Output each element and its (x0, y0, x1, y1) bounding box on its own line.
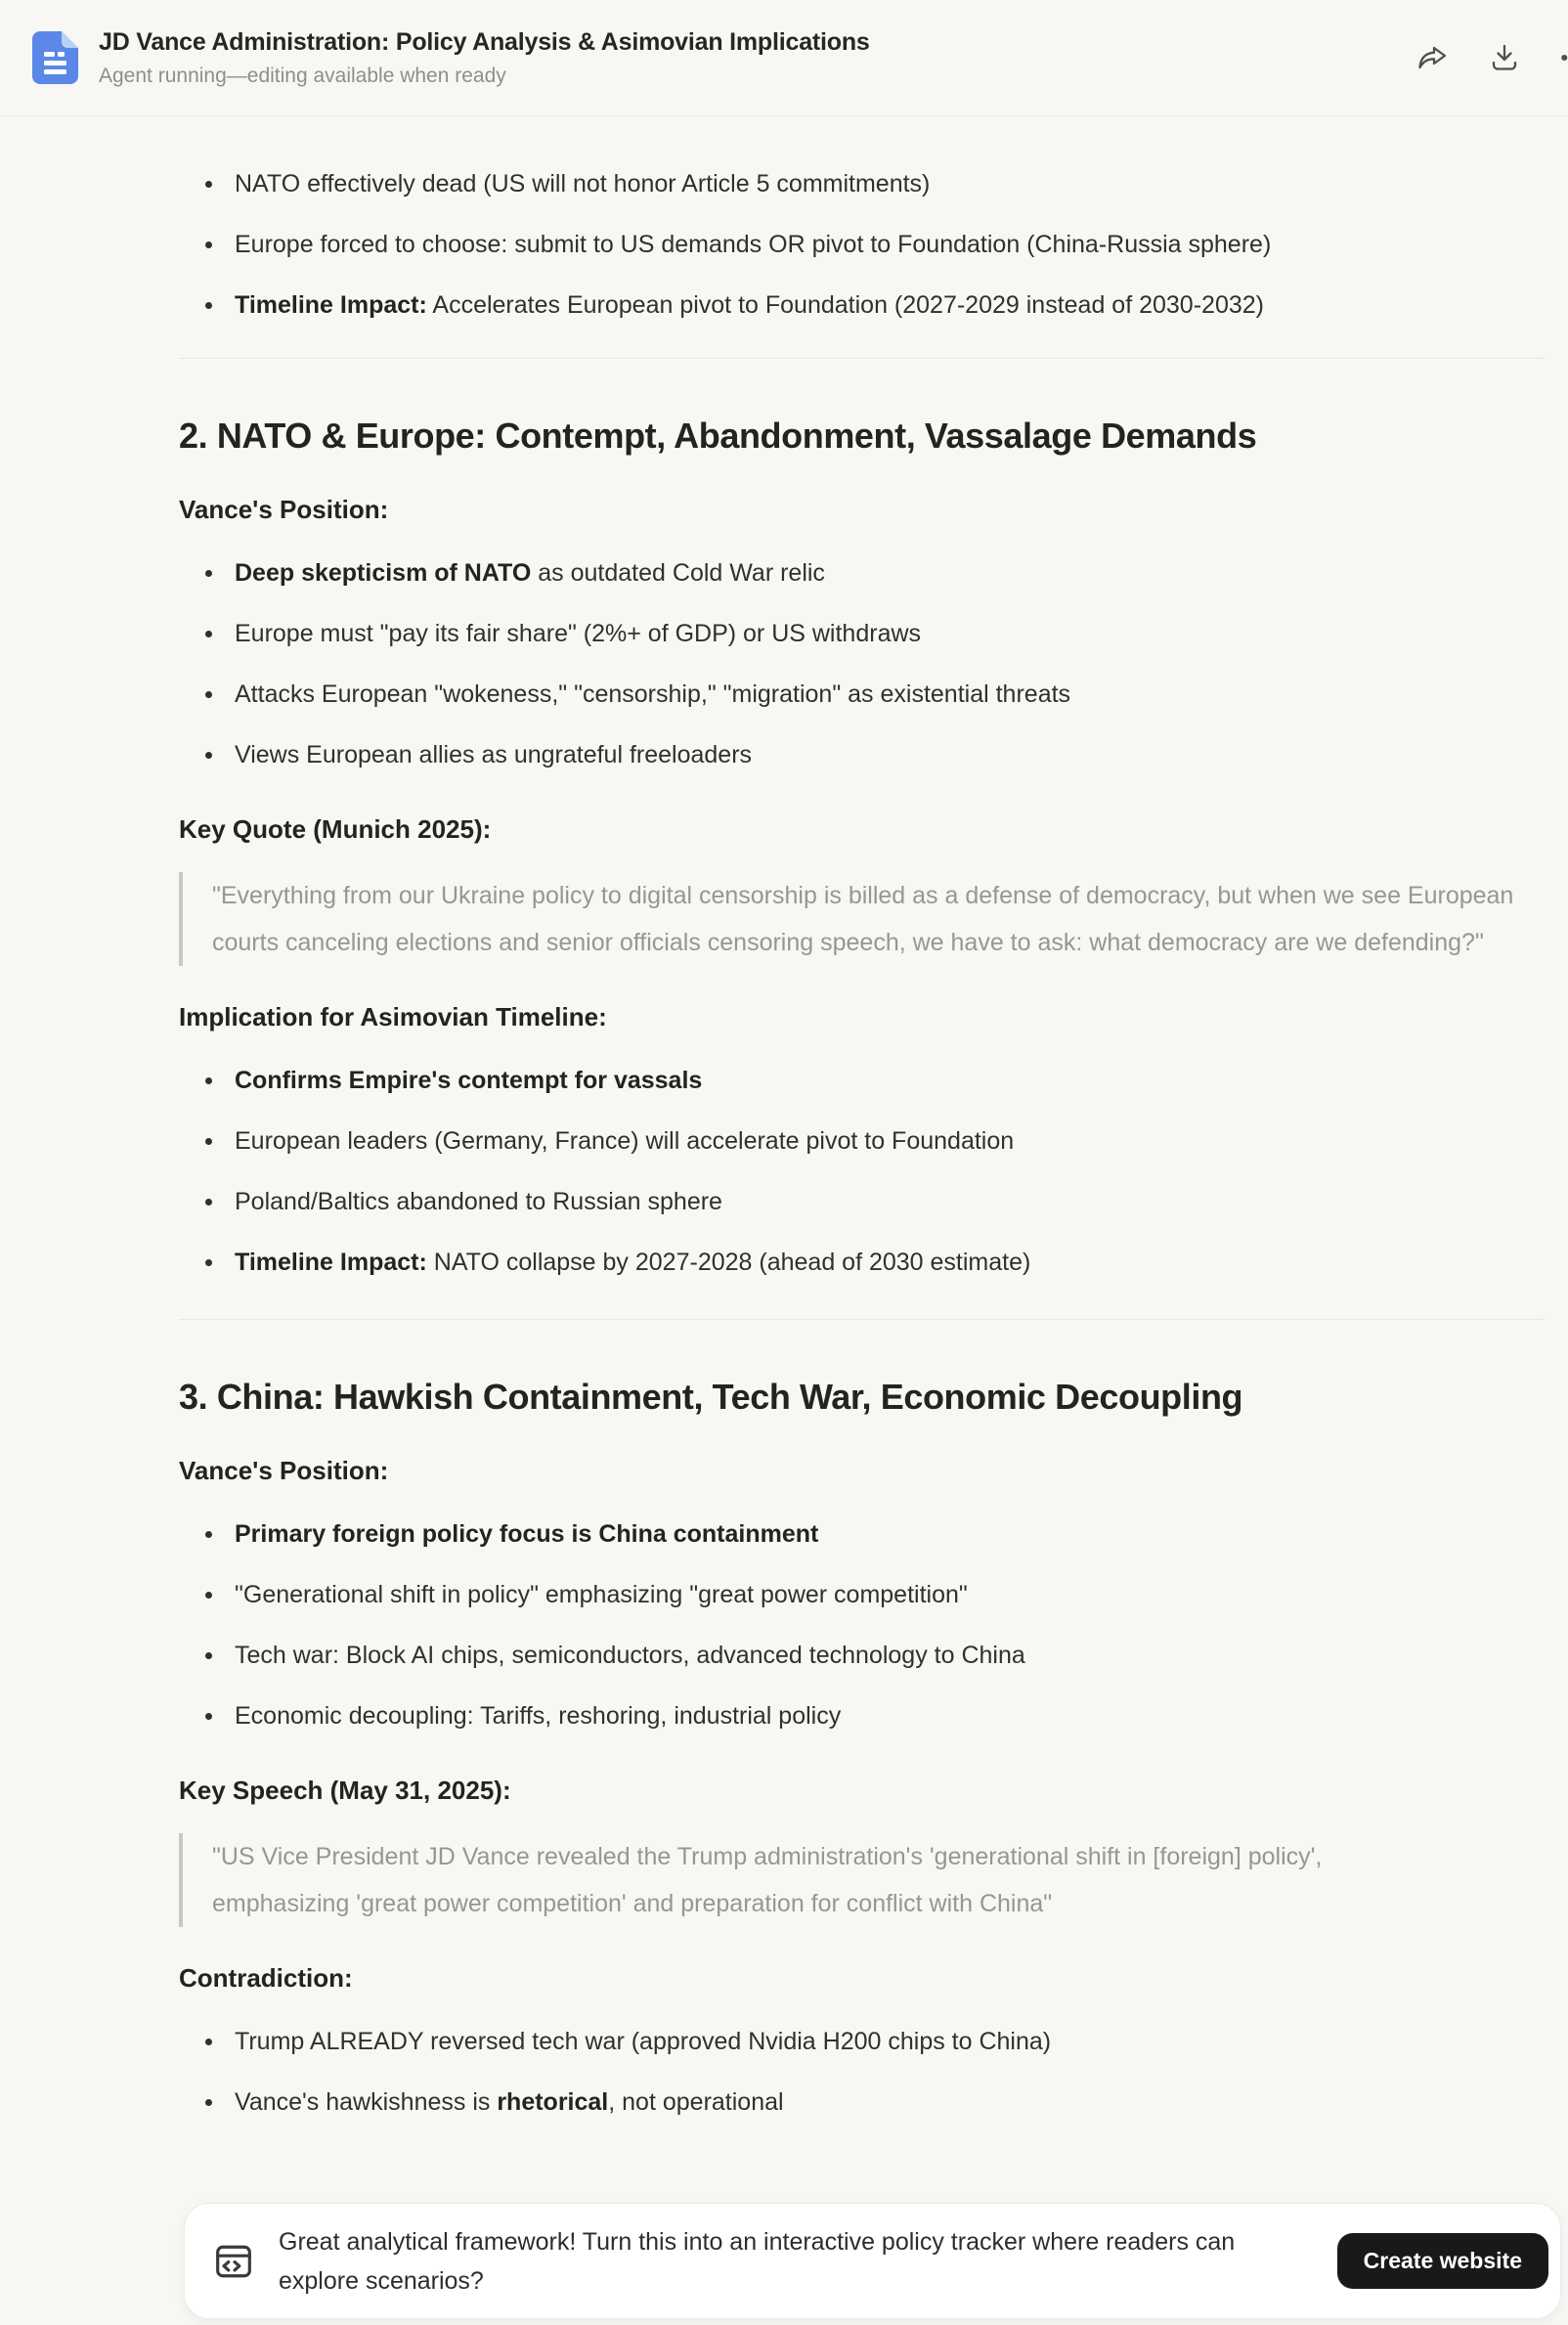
bullet-text: European leaders (Germany, France) will accelerate pivot to Foundation (235, 1127, 1015, 1155)
list-item (179, 1058, 1332, 1104)
suggestion-prompt: Great analytical framework! Turn this into an interactive policy tracker where readers can explore scenarios? (279, 2227, 1236, 2295)
bullet-text: NATO effectively dead (US will not honor Article 5 commitments) (235, 170, 931, 197)
bullet-text: Europe must "pay its fair share" (2%+ of GDP) or US withdraws (235, 620, 922, 647)
list-item (179, 161, 1332, 207)
subsection-label: Implication for Asimovian Timeline: (179, 1002, 607, 1031)
bullet-bold: Confirms Empire's contempt for vassals (235, 1067, 703, 1094)
list-item (179, 1179, 1332, 1225)
bullet-text: Accelerates European pivot to Foundation (2027-2029 instead of 2030-2032) (426, 291, 1264, 319)
list-item (179, 1633, 1332, 1679)
bullet-text: as outdated Cold War relic (531, 559, 825, 587)
download-button[interactable] (1488, 41, 1521, 74)
section-divider (179, 358, 1545, 359)
document-content (0, 116, 1568, 2126)
bullet-text: Views European allies as ungrateful freeloaders (235, 741, 753, 768)
create-website-button[interactable]: Create website (1337, 2233, 1548, 2289)
share-button[interactable] (1416, 41, 1449, 74)
subsection-label: Key Quote (Munich 2025): (179, 814, 492, 844)
subsection-label: Vance's Position: (179, 1456, 389, 1485)
nato-implication-list (179, 1058, 1568, 1286)
list-item (179, 550, 1332, 596)
list-item (179, 222, 1332, 268)
code-window-icon (214, 2242, 253, 2281)
bullet-text: Poland/Baltics abandoned to Russian sphere (235, 1188, 722, 1215)
list-item (179, 1240, 1332, 1286)
bullet-bold: Timeline Impact: (235, 1249, 427, 1276)
bullet-text: Trump ALREADY reversed tech war (approved Nvidia H200 chips to China) (235, 2028, 1052, 2055)
suggestion-card (184, 2203, 1561, 2319)
list-item (179, 732, 1332, 778)
agent-status: Agent running—editing available when ready (99, 64, 506, 87)
bullet-bold: Timeline Impact: (235, 291, 427, 319)
doc-icon (32, 31, 78, 84)
bullet-bold: rhetorical (497, 2088, 609, 2116)
blockquote: "US Vice President JD Vance revealed the Trump administration's 'generational shift in [foreign] policy', emphasizing 'great power competition' and preparation for conflict with China" (179, 1833, 1440, 1927)
list-item (179, 1693, 1332, 1739)
china-contradiction-list (179, 2019, 1568, 2126)
subsection-label: Vance's Position: (179, 495, 389, 524)
list-item (179, 2080, 1332, 2126)
bullet-text: , not operational (608, 2088, 784, 2116)
bullet-bold: Deep skepticism of NATO (235, 559, 532, 587)
share-icon (1416, 41, 1449, 74)
section-divider (179, 1319, 1545, 1320)
china-position-list (179, 1512, 1568, 1739)
title-block (99, 28, 870, 88)
list-item (179, 1572, 1332, 1618)
list-item (179, 1119, 1332, 1164)
header (0, 0, 1568, 116)
more-options-button[interactable] (1560, 41, 1568, 74)
blockquote: "Everything from our Ukraine policy to digital censorship is billed as a defense of democracy, but when we see European courts canceling elections and senior officials censoring speech, we have to ask: what democracy are we defending?" (179, 872, 1543, 966)
bullet-text: Tech war: Block AI chips, semiconductors, advanced technology to China (235, 1642, 1025, 1669)
list-item (179, 611, 1332, 657)
section-heading-china: 3. China: Hawkish Containment, Tech War, Economic Decoupling (179, 1377, 1243, 1417)
list-item (179, 283, 1332, 329)
header-actions (1416, 41, 1568, 74)
nato-position-list (179, 550, 1568, 778)
list-item (179, 672, 1332, 718)
list-item (179, 2019, 1332, 2065)
list-item (179, 1512, 1332, 1557)
download-icon (1488, 41, 1521, 74)
bullet-text: Attacks European "wokeness," "censorship," "migration" as existential threats (235, 680, 1071, 708)
intro-bullet-list (179, 161, 1568, 329)
more-options-icon (1560, 41, 1568, 74)
bullet-bold: Primary foreign policy focus is China containment (235, 1520, 819, 1548)
bullet-text: "Generational shift in policy" emphasizing "great power competition" (235, 1581, 968, 1608)
bullet-text: Vance's hawkishness is (235, 2088, 498, 2116)
subsection-label: Key Speech (May 31, 2025): (179, 1776, 511, 1805)
bullet-text: Economic decoupling: Tariffs, reshoring, industrial policy (235, 1702, 842, 1730)
section-heading-nato: 2. NATO & Europe: Contempt, Abandonment, Vassalage Demands (179, 416, 1257, 456)
page-title: JD Vance Administration: Policy Analysis & Asimovian Implications (99, 27, 870, 56)
bullet-text: NATO collapse by 2027-2028 (ahead of 2030 estimate) (426, 1249, 1031, 1276)
bullet-text: Europe forced to choose: submit to US demands OR pivot to Foundation (China-Russia sphere) (235, 231, 1272, 258)
subsection-label: Contradiction: (179, 1963, 353, 1993)
